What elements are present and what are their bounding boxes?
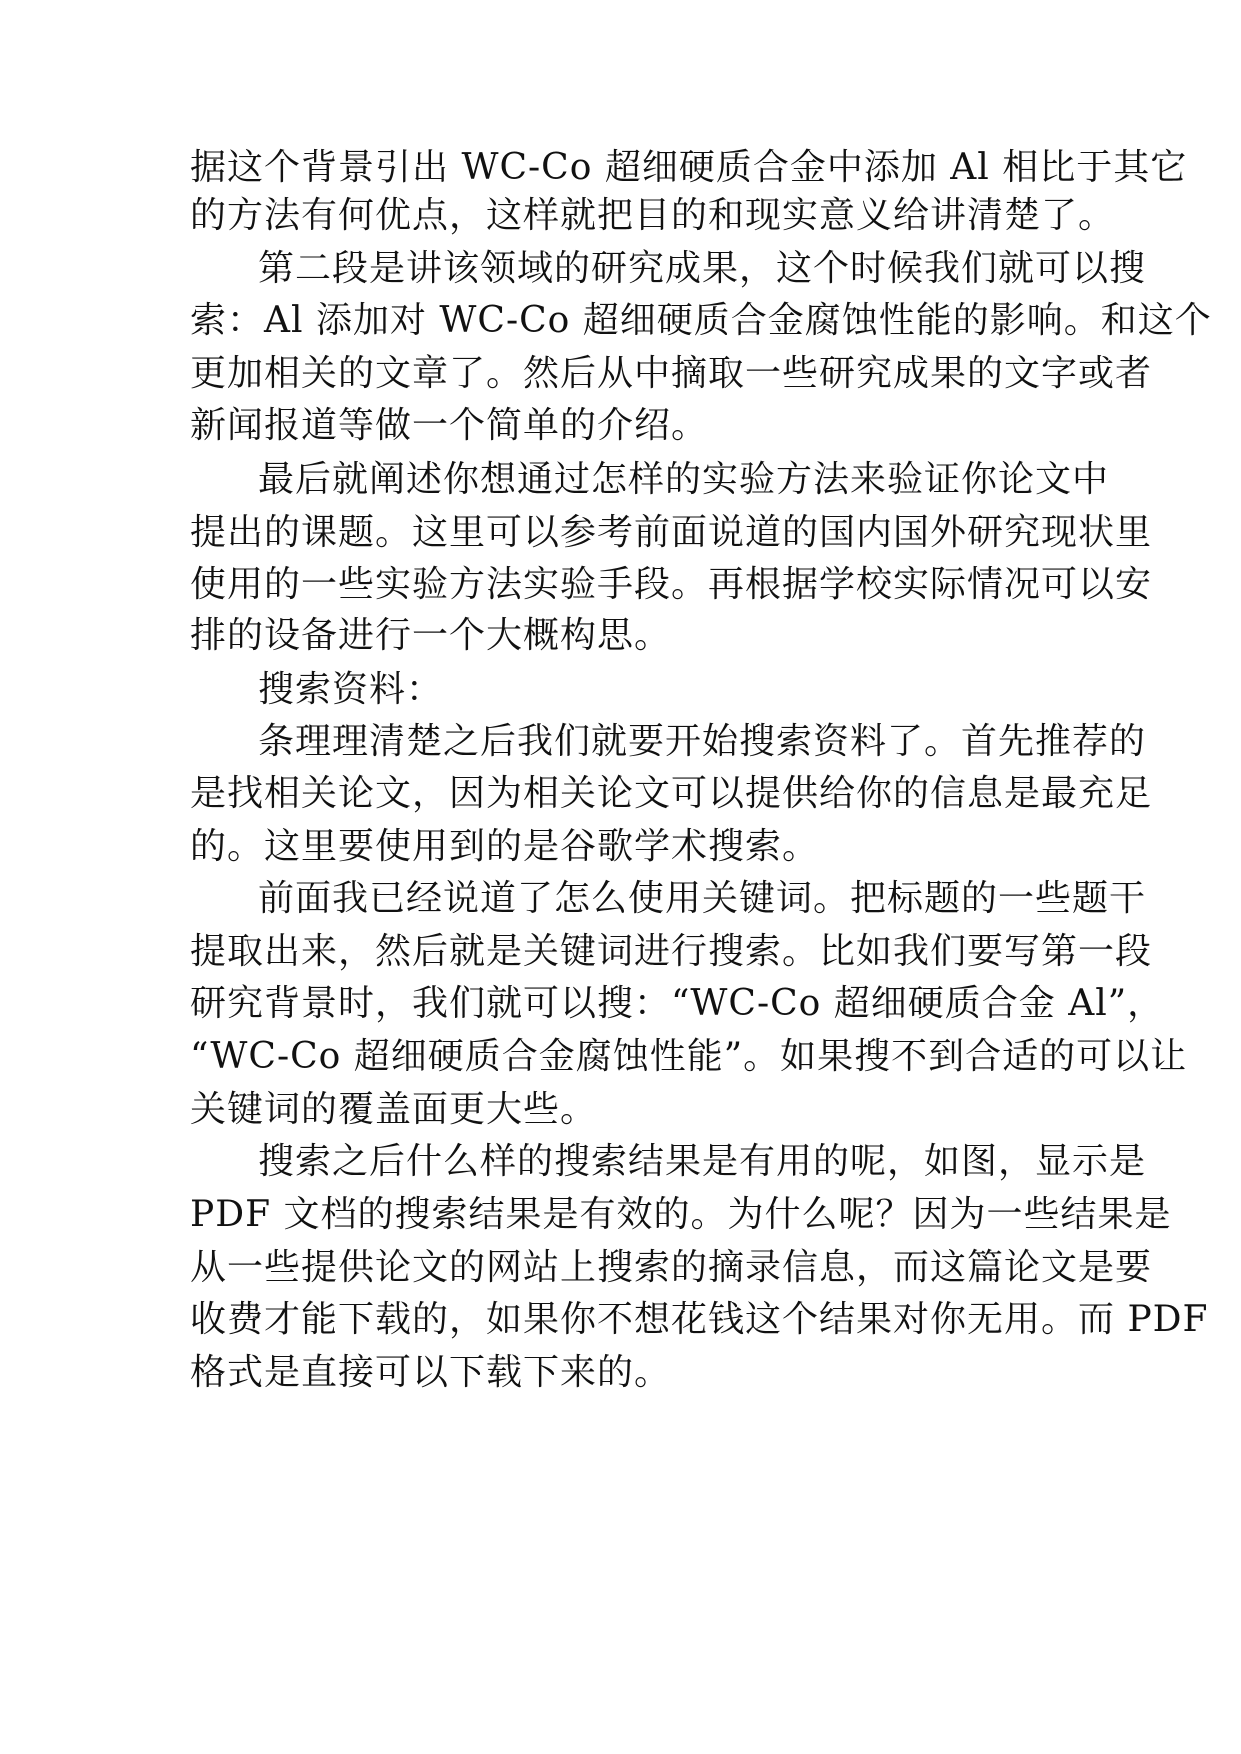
text-line: 提取出来，然后就是关键词进行搜索。比如我们要写第一段 [190,931,1153,972]
text-line: 的方法有何优点，这样就把目的和现实意义给讲清楚了。 [190,195,1116,236]
text-line: 关键词的覆盖面更大些。 [190,1089,598,1130]
text-line: 据这个背景引出 WC-Co 超细硬质合金中添加 Al 相比于其它 [190,147,1188,188]
text-line: 格式是直接可以下载下来的。 [190,1352,672,1393]
text-line: “WC-Co 超细硬质合金腐蚀性能”。如果搜不到合适的可以让 [190,1036,1188,1077]
text-line: 排的设备进行一个大概构思。 [190,615,672,656]
paragraph-start-line: 最后就阐述你想通过怎样的实验方法来验证你论文中 [258,459,1110,500]
text-line: 索：Al 添加对 WC-Co 超细硬质合金腐蚀性能的影响。和这个 [190,300,1212,341]
text-line: 收费才能下载的，如果你不想花钱这个结果对你无用。而 PDF [190,1299,1209,1340]
text-line: 更加相关的文章了。然后从中摘取一些研究成果的文字或者 [190,353,1153,394]
text-line: 使用的一些实验方法实验手段。再根据学校实际情况可以安 [190,564,1153,605]
text-line: 新闻报道等做一个简单的介绍。 [190,405,709,446]
text-line: 研究背景时，我们就可以搜：“WC-Co 超细硬质合金 Al”， [190,983,1165,1024]
text-line: 从一些提供论文的网站上搜索的摘录信息，而这篇论文是要 [190,1247,1153,1288]
section-heading: 搜索资料： [258,669,444,710]
text-line: 提出的课题。这里可以参考前面说道的国内国外研究现状里 [190,512,1153,553]
paragraph-start-line: 搜索之后什么样的搜索结果是有用的呢，如图，显示是 [258,1141,1147,1182]
paragraph-start-line: 前面我已经说道了怎么使用关键词。把标题的一些题干 [258,878,1147,919]
text-line: PDF 文档的搜索结果是有效的。为什么呢？因为一些结果是 [190,1194,1172,1235]
text-line: 是找相关论文，因为相关论文可以提供给你的信息是最充足 [190,773,1153,814]
paragraph-start-line: 第二段是讲该领域的研究成果，这个时候我们就可以搜 [258,248,1147,289]
text-line: 的。这里要使用到的是谷歌学术搜索。 [190,826,820,867]
paragraph-start-line: 条理理清楚之后我们就要开始搜索资料了。首先推荐的 [258,721,1147,762]
